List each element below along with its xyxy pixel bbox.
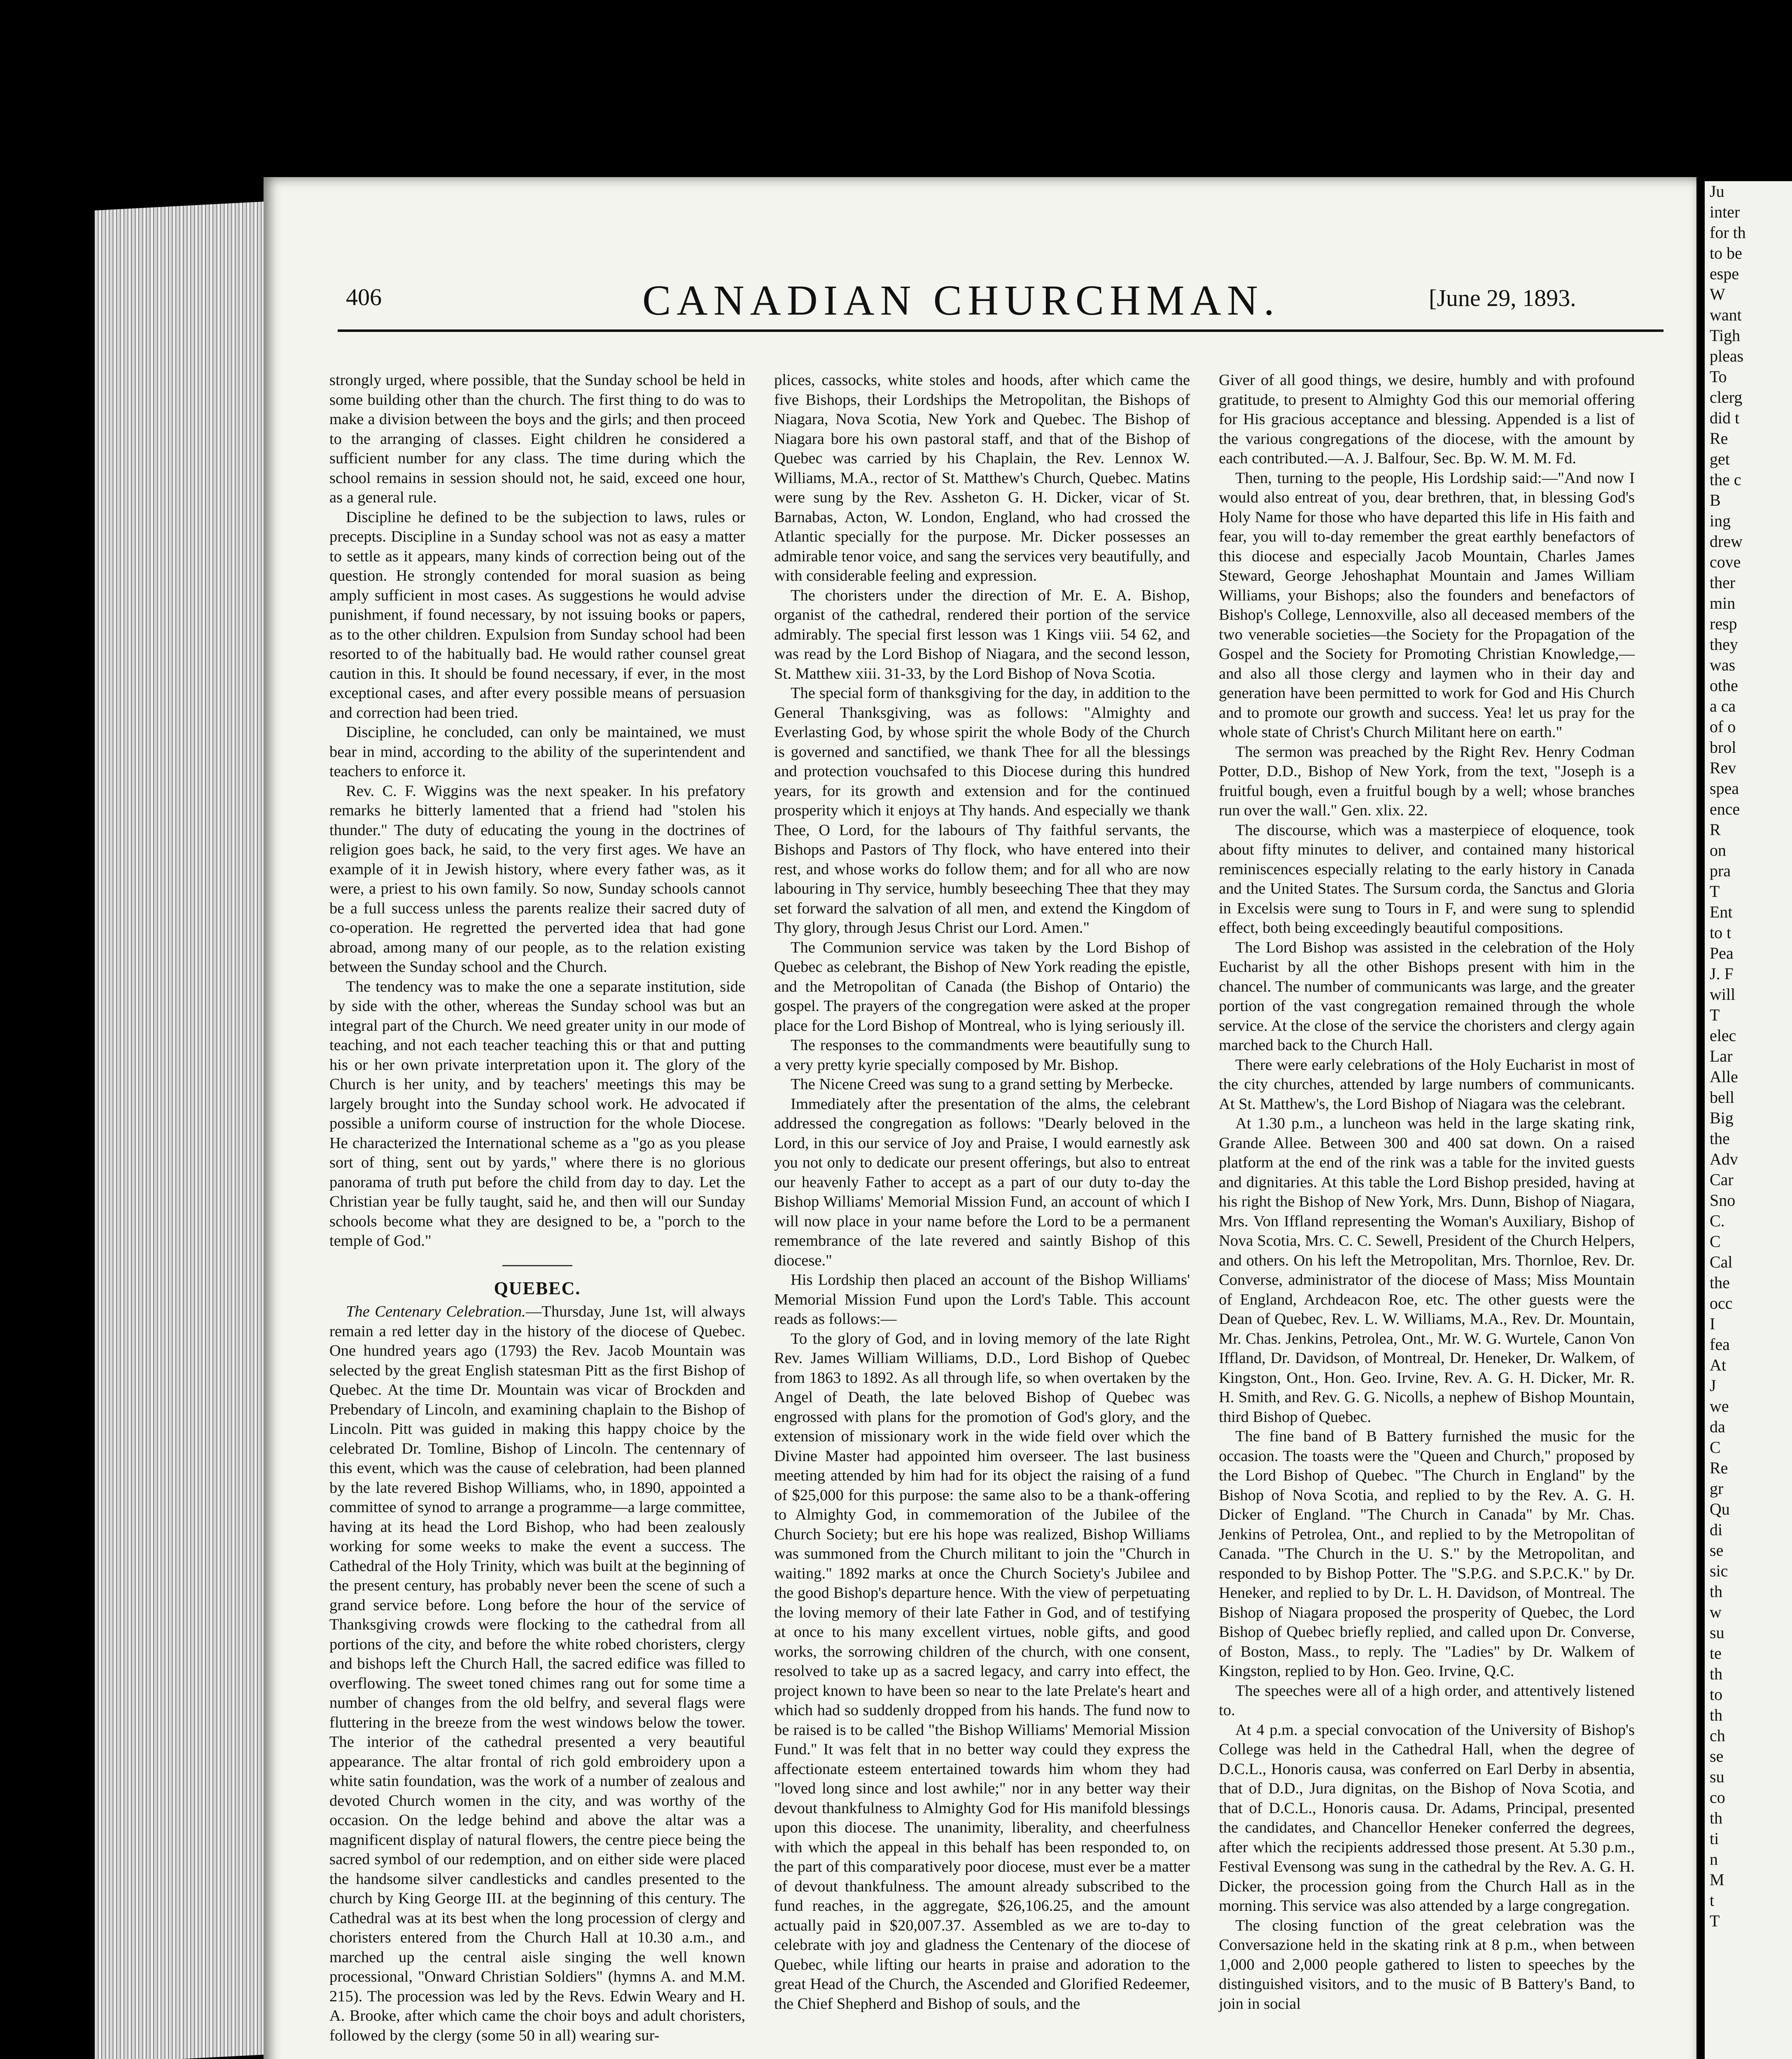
adjacent-page-text-fragment: gr xyxy=(1710,1479,1724,1498)
paragraph: At 4 p.m. a special convocation of the University of Bishop's College was held in the Cathedral Hall, when the degree of D.C.L., Honoris causa, was conferred on Earl Derby in absentia, that of D.D., Jura dignitas, on the Bishop of Nova Scotia, and that of D.C.L., Honoris causa. Dr. Adams, Principal, presented the candidates, and Chancellor Heneker conferred the degrees, after which the recipients addressed those present. At 5.30 p.m., Festival Evensong was sung in the cathedral by the Rev. A. G. H. Dicker, the procession going from the Church Hall as in the morning. This service was also attended by a large congregation. xyxy=(1219,1721,1635,1914)
paragraph: The closing function of the great celebration was the Conversazione held in the skating rink at 8 p.m., when between 1,000 and 2,000 people gathered to listen to speeches by the distinguished visitors, and to the music of B Battery's Band, to join in social xyxy=(1219,1917,1635,2012)
adjacent-page-text-fragment: J xyxy=(1710,1376,1716,1395)
paragraph: The special form of thanksgiving for the day, in addition to the General Thanksgiving, was as follows: "Almighty and Everlasting God, by whose spirit the whole Body of the Church is governed and sanctified, we thank Thee for all the blessings and protection vouchsafed to this Diocese during this hundred years, for its growth and extension and for the continued prosperity which it enjoys at Thy hands. And especially we thank Thee, O Lord, for the labours of Thy faithful servants, the Bishops and Pastors of Thy flock, who have entered into their rest, and whose works do follow them; and for all who are now labouring in Thy service, humbly beseeching Thee that they may set forward the salvation of all men, and extend the Kingdom of Thy glory, through Jesus Christ our Lord. Amen." xyxy=(774,684,1190,936)
adjacent-page-text-fragment: pleas xyxy=(1710,347,1744,365)
adjacent-page-text-fragment: To xyxy=(1710,367,1727,386)
section-divider xyxy=(502,1265,572,1266)
adjacent-page-text-fragment: Pea xyxy=(1710,944,1734,962)
paragraph: Giver of all good things, we desire, humbly and with profound gratitude, to present to Almighty God this our memorial offering for His gracious acceptance and blessing. Appended is a list of the various congregations of the diocese, with the amount by each contributed.—A. J. Balfour, Sec. Bp. W. M. M. Fd. xyxy=(1219,371,1635,467)
adjacent-page-text-fragment: fea xyxy=(1710,1335,1730,1354)
adjacent-page-text-fragment: Ju xyxy=(1710,182,1724,201)
adjacent-page-text-fragment: drew xyxy=(1710,532,1743,551)
adjacent-page-text-fragment: Big xyxy=(1710,1109,1734,1127)
adjacent-page-text-fragment: Lar xyxy=(1710,1047,1733,1065)
column-2 xyxy=(774,371,1190,2014)
adjacent-page-fragment xyxy=(1705,181,1792,2059)
adjacent-page-text-fragment: ch xyxy=(1710,1726,1725,1745)
adjacent-page-text-fragment: bell xyxy=(1710,1088,1734,1107)
adjacent-page-text-fragment: the xyxy=(1710,1273,1730,1292)
header-rule xyxy=(338,329,1664,332)
paragraph: plices, cassocks, white stoles and hoods, after which came the five Bishops, their Lordships the Metropolitan, the Bishops of Niagara, Nova Scotia, New York and Quebec. The Bishop of Niagara bore his own pastoral staff, and that of the Bishop of Quebec was carried by his Chaplain, the Rev. Lennox W. Williams, M.A., rector of St. Matthew's Church, Quebec. Matins were sung by the Rev. Assheton G. H. Dicker, vicar of St. Barnabas, Acton, W. London, England, who had crossed the Atlantic specially for the purpose. Mr. Dicker possesses an admirable tenor voice, and sang the services very beautifully, and with considerable feeling and expression. xyxy=(774,371,1190,584)
paragraph: There were early celebrations of the Holy Eucharist in most of the city churches, attended by large numbers of communicants. At St. Matthew's, the Lord Bishop of Niagara was the celebrant. xyxy=(1219,1056,1635,1113)
adjacent-page-text-fragment: Re xyxy=(1710,429,1728,448)
adjacent-page-text-fragment: Qu xyxy=(1710,1500,1730,1518)
adjacent-page-text-fragment: inter xyxy=(1710,203,1740,221)
adjacent-page-text-fragment: for th xyxy=(1710,223,1746,242)
adjacent-page-text-fragment: ing xyxy=(1710,511,1731,530)
adjacent-page-text-fragment: Sno xyxy=(1710,1191,1736,1209)
adjacent-page-text-fragment: di xyxy=(1710,1520,1723,1539)
adjacent-page-text-fragment: Cal xyxy=(1710,1253,1733,1271)
section-heading: QUEBEC. xyxy=(494,1278,581,1298)
adjacent-page-text-fragment: Adv xyxy=(1710,1150,1738,1168)
adjacent-page-text-fragment: to t xyxy=(1710,923,1731,942)
adjacent-page-text-fragment: da xyxy=(1710,1417,1725,1436)
paragraph: Rev. C. F. Wiggins was the next speaker. In his prefatory remarks he bitterly lamented that a friend had "stolen his thunder." The duty of educating the young in the doctrines of religion goes back, he said, to the very first ages. We have an example of it in Jewish history, where every father was, as it were, a priest to his own family. So now, Sunday schools cannot be a full success unless the parents realize their sacred duty of co-operation. He regretted the perverted idea that had gone abroad, among many of our people, as to the relation existing between the Sunday school and the Church. xyxy=(329,782,745,976)
adjacent-page-text-fragment: a ca xyxy=(1710,697,1736,715)
adjacent-page-text-fragment: we xyxy=(1710,1397,1729,1415)
adjacent-page-text-fragment: cove xyxy=(1710,553,1741,571)
adjacent-page-text-fragment: B xyxy=(1710,491,1721,509)
adjacent-page-text-fragment: Tigh xyxy=(1710,326,1741,345)
adjacent-page-text-fragment: the c xyxy=(1710,470,1741,489)
adjacent-page-text-fragment: of o xyxy=(1710,717,1736,736)
adjacent-page-text-fragment: get xyxy=(1710,450,1730,468)
adjacent-page-text-fragment: n xyxy=(1710,1850,1718,1868)
adjacent-page-text-fragment: ther xyxy=(1710,573,1736,592)
adjacent-page-text-fragment: Car xyxy=(1710,1170,1734,1189)
paragraph: Discipline, he concluded, can only be maintained, we must bear in mind, according to the ability of the superintendent and teachers to enforce it. xyxy=(329,724,745,780)
adjacent-page-text-fragment: M xyxy=(1710,1870,1724,1889)
adjacent-page-text-fragment: ti xyxy=(1710,1829,1719,1848)
adjacent-page-text-fragment: C xyxy=(1710,1232,1721,1251)
adjacent-page-text-fragment: C xyxy=(1710,1438,1721,1457)
adjacent-page-text-fragment: At xyxy=(1710,1356,1726,1374)
paragraph: The speeches were all of a high order, and attentively listened to. xyxy=(1219,1682,1635,1719)
adjacent-page-text-fragment: se xyxy=(1710,1747,1724,1765)
adjacent-page-text-fragment: spea xyxy=(1710,779,1739,798)
adjacent-page-text-fragment: w xyxy=(1710,1603,1722,1621)
adjacent-page-text-fragment: espe xyxy=(1710,264,1739,283)
paragraph xyxy=(329,1302,745,2045)
adjacent-page-text-fragment: was xyxy=(1710,656,1736,674)
issue-date: [June 29, 1893. xyxy=(1429,285,1576,311)
paragraph: The Nicene Creed was sung to a grand setting by Merbecke. xyxy=(791,1076,1174,1093)
adjacent-page-text-fragment: su xyxy=(1710,1623,1724,1642)
adjacent-page-text-fragment: se xyxy=(1710,1541,1724,1559)
adjacent-page-text-fragment: Ent xyxy=(1710,903,1733,921)
paragraph-body: —Thursday, June 1st, will always remain a red letter day in the history of the diocese of Quebec. One hundred years ago (1793) the Rev. Jacob Mountain was selected by the great English statesman Pitt as the first Bishop of Quebec. At the time Dr. Mountain was vicar of Brockden and Prebendary of Lincoln, and examining chaplain to the Bishop of Lincoln. Pitt was guided in making this happy choice by the celebrated Dr. Tomline, Bishop of Lincoln. The centennary of this event, which was the cause of celebration, had been planned by the late revered Bishop Williams, who, in 1890, appointed a committee of synod to arrange a programme—a large committee, having at its head the Lord Bishop, who had been zealously working for some weeks to make the event a success. The Cathedral of the Holy Trinity, which was built at the beginning of the present century, has probably never been the scene of such a grand service before. Long before the hour of the service of Thanksgiving crowds were flocking to the cathedral from all portions of the city, and before the white robed choristers, clergy and bishops left the Church Hall, the sacred edifice was filled to overflowing. The sweet toned chimes rang out for some time a number of changes from the old belfry, and several flags were fluttering in the breeze from the west windows below the tower. The interior of the cathedral presented a very beautiful appearance. The altar frontal of rich gold embroidery upon a white satin foundation, was the work of a number of zealous and devoted Church women in the city, and was worthy of the occasion. On the ledge behind and above the altar was a magnificent display of natural flowers, the centre piece being the sacred symbol of our redemption, and on either side were placed the handsome silver candlesticks and candles presented to the church by King George III. at the beginning of this century. The Cathedral was at its best when the long procession of clergy and choristers entered from the Church Hall at 10.30 a.m., and marched up the central aisle singing the well known processional, "Onward Christian Soldiers" (hymns A. and M.M. 215). The procession was led by the Revs. Edwin Weary and H. A. Brooke, after which came the choir boys and adult choristers, followed by the clergy (some 50 in all) wearing sur- xyxy=(329,1303,745,2044)
adjacent-page-text-fragment: occ xyxy=(1710,1294,1733,1312)
paragraph: At 1.30 p.m., a luncheon was held in the large skating rink, Grande Allee. Between 300 and 400 sat down. On a raised platform at the end of the rink was a table for the invited guests and dignitaries. At this table the Lord Bishop presided, having at his right the Bishop of New York, Mrs. Dunn, Bishop of Niagara, Mrs. Von Iffland representing the Woman's Auxiliary, Bishop of Nova Scotia, Mrs. C. C. Sewell, President of the Church Helpers, and others. On his left the Metropolitan, Mrs. Thornloe, Rev. Dr. Converse, administrator of the diocese of Mass; Miss Mountain of England, Archdeacon Roe, etc. The other guests were the Dean of Quebec, Rev. L. W. Williams, M.A., Rev. Dr. Mountain, Mr. Chas. Jenkins, Petrolea, Ont., Mr. W. G. Wurtele, Canon Von Iffland, Dr. Davidson, of Montreal, Dr. Heneker, Dr. Walkem, of Kingston, Ont., Hon. Geo. Irvine, Rev. A. G. H. Dicker, Mr. R. H. Smith, and Rev. G. G. Nicolls, a nephew of Bishop Mountain, third Bishop of Quebec. xyxy=(1219,1115,1635,1426)
adjacent-page-text-fragment: resp xyxy=(1710,614,1737,633)
adjacent-page-text-fragment: su xyxy=(1710,1767,1724,1786)
adjacent-page-text-fragment: clerg xyxy=(1710,388,1743,406)
adjacent-page-text-fragment: t xyxy=(1710,1891,1715,1910)
adjacent-page-text-fragment: W xyxy=(1710,285,1725,303)
adjacent-page-text-fragment: th xyxy=(1710,1582,1723,1601)
paragraph: Discipline he defined to be the subjection to laws, rules or precepts. Discipline in a Sunday school was not as easy a matter to settle as it appears, many kinds of correction being out of the question. He strongly contended for moral suasion as being amply sufficient in most cases. As suggestions he would advise punishment, if found necessary, by not issuing books or papers, as to the other children. Expulsion from Sunday school had been resorted to of the habitually bad. He would rather counsel great caution in this. It should be found necessary, if ever, in the most exceptional cases, and after every possible means of persuasion and correction had been tried. xyxy=(329,508,745,721)
paragraph: The fine band of B Battery furnished the music for the occasion. The toasts were the "Queen and Church," proposed by the Lord Bishop of Quebec. "The Church in England" by the Bishop of Nova Scotia, and replied to by the Rev. A. G. H. Dicker of England. "The Church in Canada" by Mr. Chas. Jenkins of Petrolea, Ont., and replied to by the Metropolitan of Canada. "The Church in the U. S." by the Metropolitan, and responded to by Bishop Potter. The "S.P.G. and S.P.C.K." by Dr. Heneker, and replied to by Dr. L. H. Davidson, of Montreal. The Bishop of Niagara proposed the prosperity of Quebec, the Lord Bishop of Quebec briefly replied, and called upon Dr. Converse, of Boston, Mass., to reply. The "Ladies" by Dr. Walkem of Kingston, replied to by Hon. Geo. Irvine, Q.C. xyxy=(1219,1428,1635,1680)
adjacent-page-text-fragment: othe xyxy=(1710,676,1738,695)
paragraph: The sermon was preached by the Right Rev. Henry Codman Potter, D.D., Bishop of New York, from the text, "Joseph is a fruitful bough, even a fruitful bough by a well; whose branches run over the wall." Gen. xlix. 22. xyxy=(1219,743,1635,819)
adjacent-page-text-fragment: I xyxy=(1710,1314,1715,1333)
adjacent-page-text-fragment: T xyxy=(1710,1912,1720,1930)
paragraph: The Communion service was taken by the Lord Bishop of Quebec as celebrant, the Bishop of New York reading the epistle, and the Metropolitan of Canada (the Bishop of Ontario) the gospel. The prayers of the congregation were asked at the proper place for the Lord Bishop of Montreal, who is lying seriously ill. xyxy=(774,938,1190,1034)
adjacent-page-text-fragment: R xyxy=(1710,820,1721,839)
paragraph: The responses to the commandments were beautifully sung to a very pretty kyrie specially composed by Mr. Bishop. xyxy=(774,1037,1190,1074)
paragraph: The tendency was to make the one a separate institution, side by side with the other, whereas the Sunday school was but an integral part of the Church. We need greater unity in our mode of teaching, and not each teacher teaching this or that and putting his or her own private interpretation upon it. The glory of the Church is her unity, and by teachers' meetings this may be largely brought into the Sunday school work. He advocated if possible a uniform course of instruction for the whole Diocese. He characterized the International scheme as a "go as you please sort of thing, sent out by yards," where there is no glorious panorama of truth put before the child from day to day. Let the Christian year be fully taught, said he, and then will our Sunday schools become what they are designed to be, a "porch to the temple of God." xyxy=(329,978,745,1249)
column-3 xyxy=(1219,371,1635,2014)
adjacent-page-text-fragment: th xyxy=(1710,1809,1723,1827)
paragraph: strongly urged, where possible, that the Sunday school be held in some building other than the church. The first thing to do was to make a division between the boys and the girls; and then proceed to the arranging of classes. Eight children he considered a sufficient number for any class. The time during which the school remains in session should not, he said, exceed one hour, as a general rule. xyxy=(329,371,745,506)
adjacent-page-text-fragment: Re xyxy=(1710,1459,1728,1477)
page-number: 406 xyxy=(346,284,382,310)
paragraph-lead: The Centenary Celebration. xyxy=(346,1303,526,1320)
adjacent-page-text-fragment: brol xyxy=(1710,738,1736,756)
adjacent-page-text-fragment: pra xyxy=(1710,861,1731,880)
paragraph: Immediately after the presentation of the alms, the celebrant addressed the congregation as follows: "Dearly beloved in the Lord, in this our service of Joy and Praise, I would earnestly ask you not only to dedicate our present offerings, but also to entreat our heavenly Father to accept as a part of our duty to-day the Bishop Williams' Memorial Mission Fund, an account of which I will now place in your name before the Lord to be a permanent remembrance of the late revered and saintly Bishop of this diocese." xyxy=(774,1095,1190,1269)
paragraph: The Lord Bishop was assisted in the celebration of the Holy Eucharist by all the other Bishops present with him in the chancel. The number of communicants was large, and the greater portion of the vast congregation remained through the whole service. At the close of the service the choristers and clergy again marched back to the Church Hall. xyxy=(1219,938,1635,1054)
paragraph: The choristers under the direction of Mr. E. A. Bishop, organist of the cathedral, rendered their portion of the service admirably. The special first lesson was 1 Kings viii. 54 62, and was read by the Lord Bishop of Niagara, and the second lesson, St. Matthew xiii. 31-33, by the Lord Bishop of Nova Scotia. xyxy=(774,586,1190,682)
adjacent-page-text-fragment: on xyxy=(1710,841,1726,859)
paragraph: The discourse, which was a masterpiece of eloquence, took about fifty minutes to deliver, and contained many historical reminiscences especially relating to the early history in Canada and the United States. The Sursum corda, the Sanctus and Gloria in Excelsis were sung to Tours in F, and were sung to splendid effect, both being exceedingly beautiful compositions. xyxy=(1219,821,1635,936)
adjacent-page-text-fragment: to xyxy=(1710,1685,1723,1704)
adjacent-page-text-fragment: J. F xyxy=(1710,964,1734,983)
adjacent-page-text-fragment: did t xyxy=(1710,409,1740,427)
book-page-edges xyxy=(95,201,268,2059)
masthead-title: CANADIAN CHURCHMAN. xyxy=(642,277,1280,324)
adjacent-page-text-fragment: the xyxy=(1710,1129,1730,1148)
adjacent-page-text-fragment: Rev xyxy=(1710,759,1736,777)
column-1 xyxy=(329,371,745,2045)
paragraph: Then, turning to the people, His Lordship said:—"And now I would also entreat of you, dear brethren, that, in blessing God's Holy Name for those who have departed this life in His faith and fear, you will to-day remember the great earthly benefactors of this diocese and especially Jacob Mountain, Charles James Steward, George Jehoshaphat Mountain and James William Williams, your Bishops; also the founders and benefactors of Bishop's College, Lennoxville, also all deceased members of the two venerable societies—the Society for the Propagation of the Gospel and the Society for Promoting Christian Knowledge,—and also all those clergy and laymen who in their day and generation have been permitted to work for God and His Church and to promote our growth and success. Yea! let us pray for the whole state of Christ's Church Militant here on earth." xyxy=(1219,469,1635,741)
adjacent-page-text-fragment: min xyxy=(1710,594,1736,612)
paragraph: His Lordship then placed an account of the Bishop Williams' Memorial Mission Fund upon the Lord's Table. This account reads as follows:— xyxy=(774,1271,1190,1328)
adjacent-page-text-fragment: co xyxy=(1710,1788,1725,1807)
adjacent-page-text-fragment: want xyxy=(1710,306,1742,324)
adjacent-page-text-fragment: th xyxy=(1710,1664,1723,1683)
adjacent-page-text-fragment: Alle xyxy=(1710,1067,1738,1086)
adjacent-page-text-fragment: C. xyxy=(1710,1212,1725,1230)
adjacent-page-text-fragment: te xyxy=(1710,1644,1722,1662)
adjacent-page-text-fragment: to be xyxy=(1710,244,1742,262)
adjacent-page-text-fragment: T xyxy=(1710,1006,1720,1024)
adjacent-page-text-fragment: ence xyxy=(1710,800,1740,818)
adjacent-page-text-fragment: sic xyxy=(1710,1562,1728,1580)
adjacent-page-text-fragment: will xyxy=(1710,985,1736,1004)
adjacent-page-text-fragment: elec xyxy=(1710,1026,1736,1045)
paragraph: To the glory of God, and in loving memory of the late Right Rev. James William Williams, D.D., Lord Bishop of Quebec from 1863 to 1892. As all through life, so when overtaken by the Angel of Death, the late beloved Bishop of Quebec was engrossed with plans for the promotion of God's glory, and the extension of missionary work in the wide field over which the Divine Master had appointed him overseer. The last business meeting attended by him had for its object the raising of a fund of $25,000 for this purpose: the same also to be a thank-offering to Almighty God, in commemoration of the Jubilee of the Church Society; but ere his hope was realized, Bishop Williams was summoned from the Church militant to join the "Church in waiting." 1892 marks at once the Church Society's Jubilee and the good Bishop's departure hence. With the view of perpetuating the loving memory of their late Father in God, and of testifying at once to his many excellent virtues, noble gifts, and good works, the sorrowing children of the church, with one consent, resolved to take up as a sacred legacy, and carry into effect, the project known to have been so near to the late Prelate's heart and which had so suddenly dropped from his hands. The fund now to be raised is to be called "the Bishop Williams' Memorial Mission Fund." It was felt that in no better way could they express the affectionate esteem entertained towards him whom they had "loved long since and lost awhile;" nor in any better way their devout thankfulness to Almighty God for His manifold blessings upon this diocese. The unanimity, liberality, and cheerfulness with which the appeal in this behalf has been responded to, on the part of this comparatively poor diocese, must ever be a matter of devout thankfulness. The amount already subscribed to the fund reaches, in the aggregate, $26,106.25, and the amount actually paid in $20,007.37. Assembled as we are to-day to celebrate with joy and gladness the Centenary of the diocese of Quebec, while lifting our hearts in praise and adoration to the great Head of the Church, the Ascended and Glorified Redeemer, the Chief Shepherd and Bishop of souls, and the xyxy=(774,1330,1190,2012)
adjacent-page-text-fragment: T xyxy=(1710,882,1720,901)
adjacent-page-text-fragment: th xyxy=(1710,1706,1723,1724)
adjacent-page-text-fragment: they xyxy=(1710,635,1738,654)
